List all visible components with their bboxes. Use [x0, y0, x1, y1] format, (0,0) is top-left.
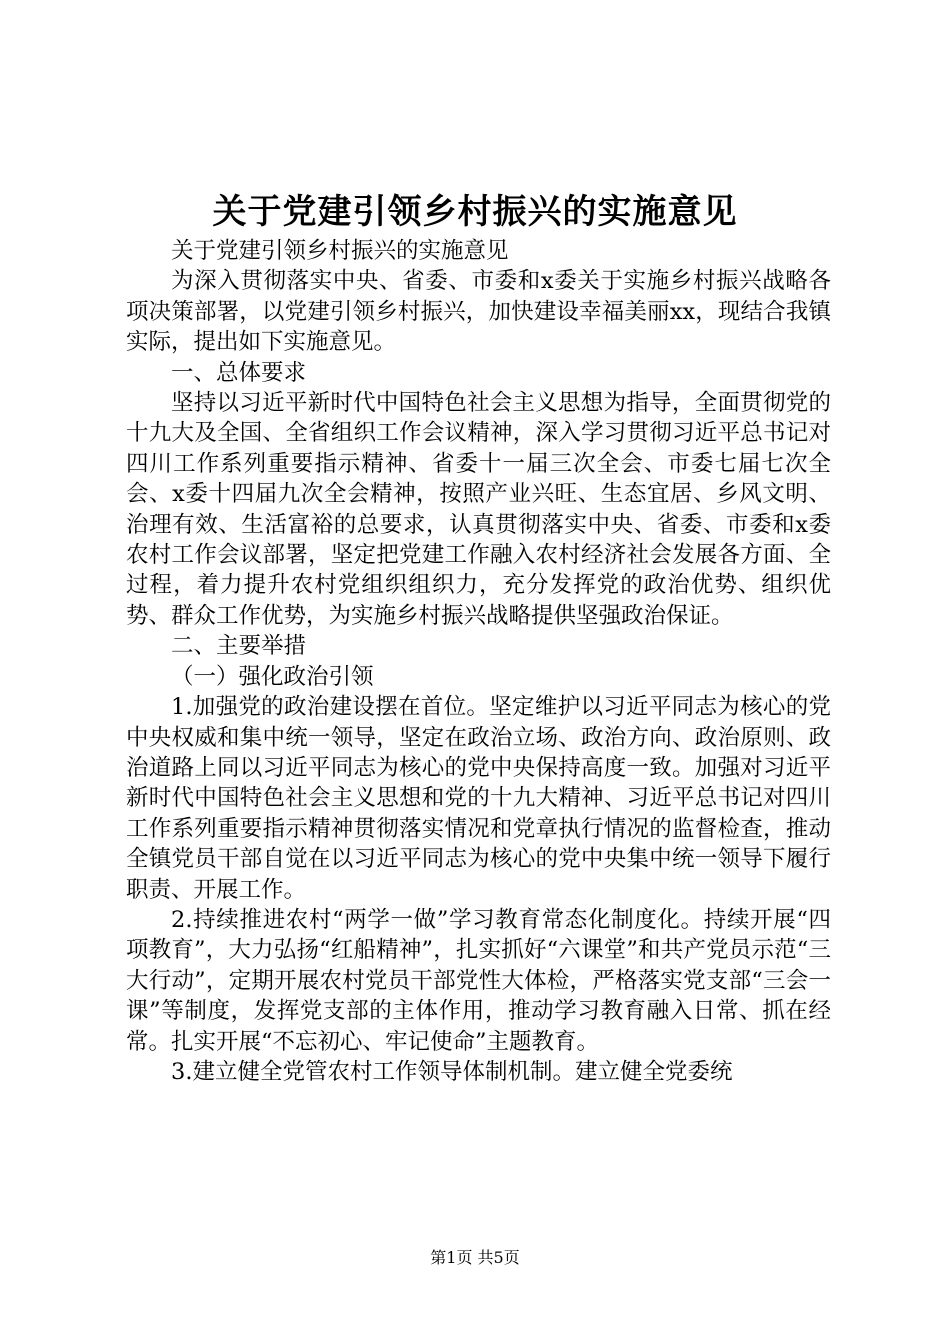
paragraph-item-1: 1.加强党的政治建设摆在首位。坚定维护以习近平同志为核心的党中央权威和集中统一领导，坚定在政治立场、政治方向、政治原则、政治道路上同以习近平同志为核心的党中央保持高度一致。加强对习近平新时代中国特色社会主义思想和党的十九大精神、习近平总书记对四川工作系列重要指示精神贯彻落实情况和党章执行情况的监督检查，推动全镇党员干部自觉在以习近平同志为核心的党中央集中统一领导下履行职责、开展工作。 — [126, 694, 831, 903]
paragraph-item-2: 2.持续推进农村“两学一做”学习教育常态化制度化。持续开展“四项教育”，大力弘扬“红船精神”，扎实抓好“六课堂”和共产党员示范“三大行动”，定期开展农村党员干部党性大体检，严格落实党支部“三会一课”等制度，发挥党支部的主体作用，推动学习教育融入日常、抓在经常。扎实开展“不忘初心、牢记使命”主题教育。 — [126, 906, 831, 1055]
document-title: 关于党建引领乡村振兴的实施意见 — [212, 192, 738, 232]
section-heading-main-measures: 二、主要举措 — [171, 633, 307, 660]
paragraph-intro: 为深入贯彻落实中央、省委、市委和x委关于实施乡村振兴战略各项决策部署，以党建引领乡村振兴，加快建设幸福美丽xx，现结合我镇实际，提出如下实施意见。 — [126, 268, 831, 356]
paragraph-general-requirements: 坚持以习近平新时代中国特色社会主义思想为指导，全面贯彻党的十九大及全国、全省组织工作会议精神，深入学习贯彻习近平总书记对四川工作系列重要指示精神、省委十一届三次全会、市委七届七次全会、x委十四届九次全会精神，按照产业兴旺、生态宜居、乡风文明、治理有效、生活富裕的总要求，认真贯彻落实中央、省委、市委和x委农村工作会议部署，坚定把党建工作融入农村经济社会发展各方面、全过程，着力提升农村党组织组织力，充分发挥党的政治优势、组织优势、群众工作优势，为实施乡村振兴战略提供坚强政治保证。 — [126, 390, 831, 629]
subsection-heading-political-guidance: （一）强化政治引领 — [171, 663, 374, 690]
section-heading-general-requirements: 一、总体要求 — [171, 359, 307, 386]
document-body — [126, 236, 831, 1087]
paragraph-subtitle: 关于党建引领乡村振兴的实施意见 — [171, 238, 509, 264]
page-footer: 第1页 共5页 — [430, 1248, 520, 1267]
paragraph-item-3: 3.建立健全党管农村工作领导体制机制。建立健全党委统 — [171, 1058, 733, 1085]
